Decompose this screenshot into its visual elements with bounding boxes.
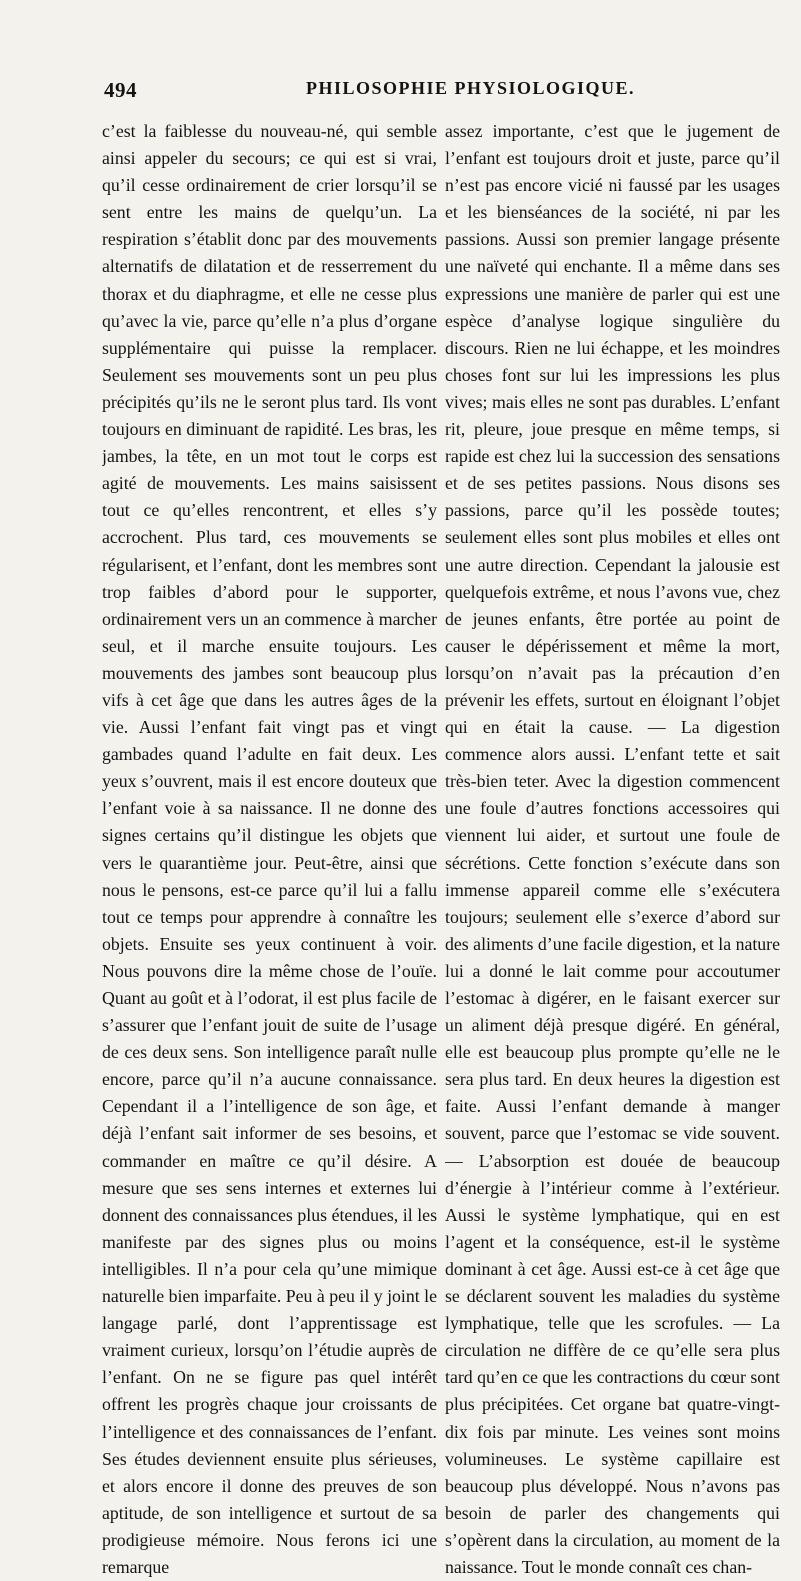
page-number: 494: [104, 78, 137, 102]
page-header: [96, 78, 786, 112]
right-column-text: assez importante, c’est que le jugement de l’enfant est toujours droit et juste, parce qu’il n’est pas encore vicié ni faussé par les usages et les bienséances de la société, ni par les passions. Aussi son premier langage présente une naïveté qui enchante. Il a même dans ses expressions une manière de parler qui est une espèce d’analyse logique singulière du discours. Rien ne lui échappe, et les moindres choses font sur lui les impressions les plus vives; mais elles ne sont pas durables. L’enfant rit, pleure, joue presque en même temps, si rapide est chez lui la succession des sensations et de ses petites passions. Nous disons ses passions, parce qu’il les possède toutes; seulement elles sont plus mobiles et elles ont une autre direction. Cependant la jalousie est quelquefois extrême, et nous l’avons vue, chez de jeunes enfants, être portée au point de causer le dépérissement et même la mort, lorsqu’on n’avait pas la précaution d’en prévenir les effets, surtout en éloignant l’objet qui en était la cause. — La digestion commence alors aussi. L’enfant tette et sait très-bien teter. Avec la digestion commencent une foule d’autres fonctions accessoires qui viennent lui aider, et surtout une foule de sécrétions. Cette fonction s’exécute dans son immense appareil comme elle s’exécutera toujours; seulement elle s’exerce d’abord sur des aliments d’une facile digestion, et la nature lui a donné le lait comme pour accoutumer l’estomac à digérer, en le faisant exercer sur un aliment déjà presque digéré. En général, elle est beaucoup plus prompte qu’elle ne le sera plus tard. En deux heures la digestion est faite. Aussi l’enfant demande à manger souvent, parce que l’estomac se vide souvent. — L’absorption est douée de beaucoup d’énergie à l’intérieur comme à l’extérieur. Aussi le système lymphatique, qui en est l’agent et la conséquence, est-il le système dominant à cet âge. Aussi est-ce à cet âge que se déclarent souvent les maladies du système lymphatique, telle que les scrofules. — La circulation ne diffère de ce qu’elle sera plus tard qu’en ce que les contractions du cœur sont plus précipitées. Cet organe bat quatre-vingt-dix fois par minute. Les veines sont moins volumineuses. Le système capillaire est beaucoup plus développé. Nous n’avons pas besoin de parler des changements qui s’opèrent dans la circulation, au moment de la naissance. Tout le monde connaît ces chan-: [445, 121, 780, 1577]
right-column: [445, 118, 780, 1581]
left-column-text: c’est la faiblesse du nouveau-né, qui semble ainsi appeler du secours; ce qui est si vrai, qu’il cesse ordinairement de crier lorsqu’il se sent entre les mains de quelqu’un. La respiration s’établit donc par des mouvements alternatifs de dilatation et de resserrement du thorax et du diaphragme, et elle ne cesse plus qu’avec la vie, parce qu’elle n’a plus d’organe supplémentaire qui puisse la remplacer. Seulement ses mouvements sont un peu plus précipités qu’ils ne le seront plus tard. Ils vont toujours en diminuant de rapidité. Les bras, les jambes, la tête, en un mot tout le corps est agité de mouvements. Les mains saisissent tout ce qu’elles rencontrent, et elles s’y accrochent. Plus tard, ces mouvements se régularisent, et l’enfant, dont les membres sont trop faibles d’abord pour le supporter, ordinairement vers un an commence à marcher seul, et il marche ensuite toujours. Les mouvements des jambes sont beaucoup plus vifs à cet âge que dans les autres âges de la vie. Aussi l’enfant fait vingt pas et vingt gambades quand l’adulte en fait deux. Les yeux s’ouvrent, mais il est encore douteux que l’enfant voie à sa naissance. Il ne donne des signes certains qu’il distingue les objets que vers le quarantième jour. Peut-être, ainsi que nous le pensons, est-ce parce qu’il lui a fallu tout ce temps pour apprendre à connaître les objets. Ensuite ses yeux continuent à voir. Nous pouvons dire la même chose de l’ouïe. Quant au goût et à l’odorat, il est plus facile de s’assurer que l’enfant jouit de suite de l’usage de ces deux sens. Son intelligence paraît nulle encore, parce qu’il n’a aucune connaissance. Cependant il a l’intelligence de son âge, et déjà l’enfant sait informer de ses besoins, et commander en maître ce qu’il désire. A mesure que ses sens internes et externes lui donnent des connaissances plus étendues, il les manifeste par des signes plus ou moins intelligibles. Il n’a pour cela qu’une mimique naturelle bien imparfaite. Peu à peu il y joint le langage parlé, dont l’apprentissage est vraiment curieux, lorsqu’on l’étudie auprès de l’enfant. On ne se figure pas quel intérêt offrent les progrès chaque jour croissants de l’intelligence et des connaissances de l’enfant. Ses études deviennent ensuite plus sérieuses, et alors encore il donne des preuves de son aptitude, de son intelligence et surtout de sa prodigieuse mémoire. Nous ferons ici une remarque: [102, 121, 437, 1577]
running-title: PHILOSOPHIE PHYSIOLOGIQUE.: [306, 78, 636, 98]
left-column: [102, 118, 437, 1581]
